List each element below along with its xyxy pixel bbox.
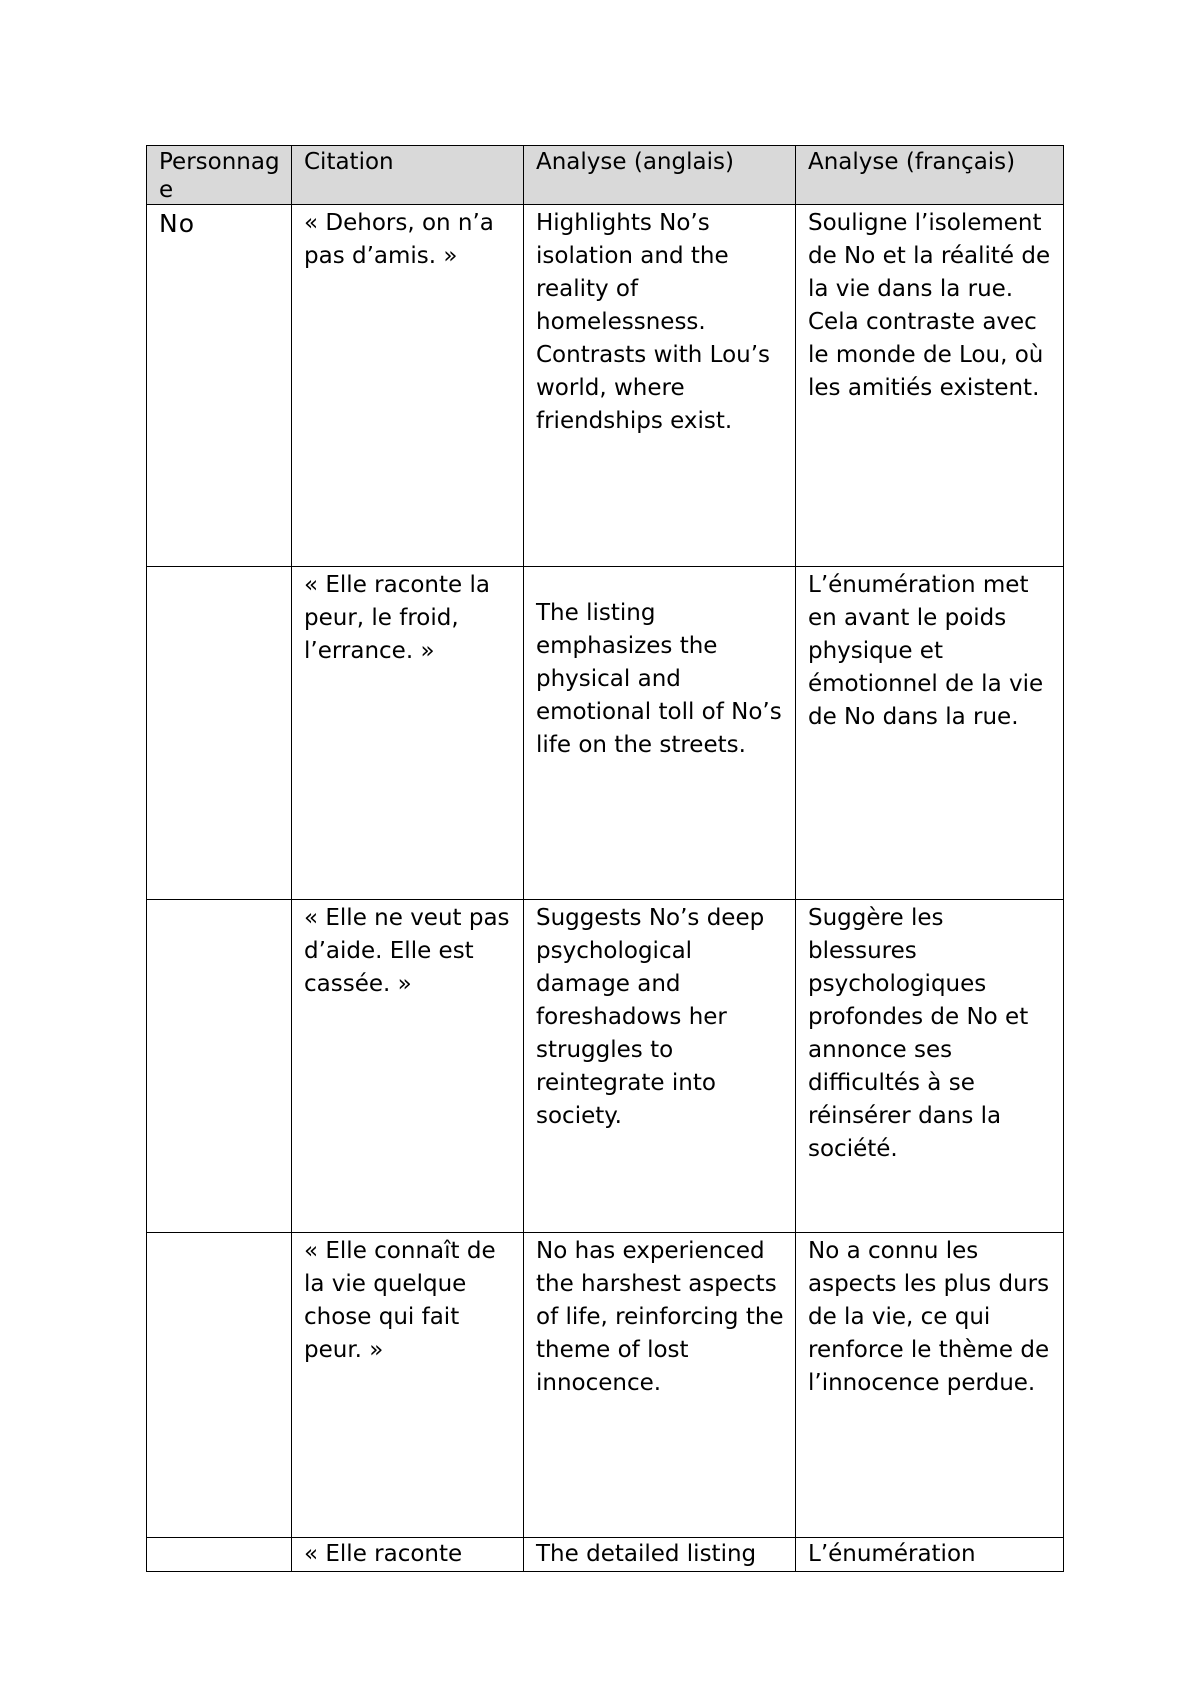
table-row: [147, 1538, 1064, 1572]
cell-analyse-en: Highlights No’s isolation and the reality of homelessness. Contrasts with Lou’s world, where friendships exist.: [524, 205, 796, 567]
table-row: [147, 1233, 1064, 1538]
cell-citation: « Dehors, on n’a pas d’amis. »: [292, 205, 524, 567]
cell-citation: « Elle ne veut pas d’aide. Elle est cassée. »: [292, 900, 524, 1233]
analyse-en-text: The listing emphasizes the physical and emotional toll of No’s life on the streets.: [536, 600, 782, 758]
cell-citation: « Elle connaît de la vie quelque chose qui fait peur. »: [292, 1233, 524, 1538]
header-analyse-en: Analyse (anglais): [524, 146, 796, 205]
cell-analyse-fr: L’énumération met en avant le poids physique et émotionnel de la vie de No dans la rue.: [796, 567, 1064, 900]
character-name: No: [159, 209, 195, 238]
cell-analyse-en: No has experienced the harshest aspects of life, reinforcing the theme of lost innocence.: [524, 1233, 796, 1538]
table-row: [147, 567, 1064, 900]
cell-analyse-fr: Suggère les blessures psychologiques profondes de No et annonce ses difficultés à se réinsérer dans la société.: [796, 900, 1064, 1233]
cell-personnage: [147, 1538, 292, 1572]
cell-analyse-en: The detailed listing: [524, 1538, 796, 1572]
cell-personnage: [147, 205, 292, 567]
cell-analyse-fr: Souligne l’isolement de No et la réalité de la vie dans la rue. Cela contraste avec le monde de Lou, où les amitiés existent.: [796, 205, 1064, 567]
cell-personnage: [147, 1233, 292, 1538]
header-citation: Citation: [292, 146, 524, 205]
table-row: [147, 900, 1064, 1233]
cell-analyse-fr: L’énumération: [796, 1538, 1064, 1572]
table-row: [147, 205, 1064, 567]
analysis-table: [146, 145, 1064, 1572]
cell-citation: « Elle raconte la peur, le froid, l’errance. »: [292, 567, 524, 900]
cell-personnage: [147, 567, 292, 900]
cell-citation: « Elle raconte: [292, 1538, 524, 1572]
table-header-row: [147, 146, 1064, 205]
cell-analyse-en: Suggests No’s deep psychological damage and foreshadows her struggles to reintegrate into society.: [524, 900, 796, 1233]
cell-analyse-en: [524, 567, 796, 900]
cell-personnage: [147, 900, 292, 1233]
header-personnage: Personnage: [147, 146, 292, 205]
cell-analyse-fr: No a connu les aspects les plus durs de la vie, ce qui renforce le thème de l’innocence perdue.: [796, 1233, 1064, 1538]
header-analyse-fr: Analyse (français): [796, 146, 1064, 205]
